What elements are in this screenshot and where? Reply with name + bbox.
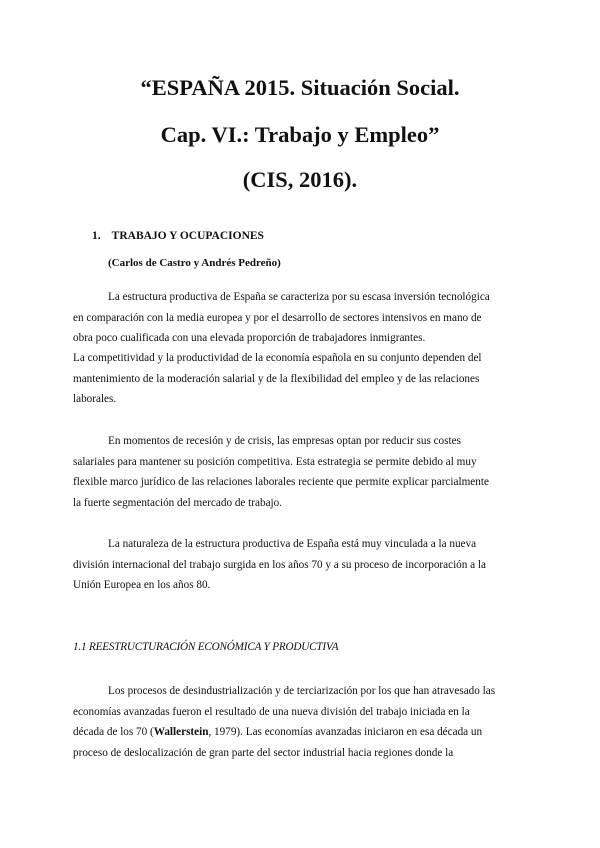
paragraph-line: proceso de deslocalización de gran parte del sector industrial hacia regiones donde la [73,746,454,759]
citation-author: Wallerstein [153,726,209,738]
paragraph-1 [73,287,527,349]
paragraph-3 [73,431,527,513]
section-heading [92,230,264,242]
title-line-2: Cap. VI.: Trabajo y Empleo” [160,122,440,147]
paragraph-line: salariales para mantener su posición competitiva. Esta estrategia se permite debido al muy [73,455,477,468]
paragraph-line: obra poco cualificada con una elevada proporción de trabajadores inmigrantes. [73,332,426,344]
paragraph-line: en comparación con la media europea y por el desarrollo de sectores intensivos en mano de [73,311,482,324]
paragraph-line [73,722,527,743]
paragraph-line: división internacional del trabajo surgida en los años 70 y a su proceso de incorporación a la [73,558,486,571]
paragraph-line: mantenimiento de la moderación salarial y de la flexibilidad del empleo y de las relaciones [73,372,480,385]
paragraph-line: La naturaleza de la estructura productiva de España está muy vinculada a la nueva [108,538,477,550]
paragraph-5 [73,681,527,763]
paragraph-line: Unión Europea en los años 80. [73,579,211,591]
section-number: 1. [92,230,101,242]
paragraph-line: laborales. [73,393,117,405]
paragraph-2 [73,348,527,410]
paragraph-line: En momentos de recesión y de crisis, las empresas optan por reducir sus costes [108,435,461,447]
text-run: década de los 70 ( [73,726,154,738]
section-heading-text: TRABAJO Y OCUPACIONES [111,230,264,242]
paragraph-line: flexible marco jurídico de las relaciones laborales reciente que permite explicar parcialmente [73,476,489,488]
paragraph-line: economías avanzadas fueron el resultado de una nueva división del trabajo iniciada en la [73,705,470,718]
paragraph-line: La estructura productiva de España se caracteriza por su escasa inversión tecnológica [108,291,490,303]
title-line-3: (CIS, 2016). [242,167,358,192]
section-authors: (Carlos de Castro y Andrés Pedreño) [108,257,281,269]
paragraph-line: Los procesos de desindustrialización y de terciarización por los que han atravesado las [108,685,496,697]
subsection-heading: 1.1 REESTRUCTURACIÓN ECONÓMICA Y PRODUCTIVA [73,641,339,653]
paragraph-line: la fuerte segmentación del mercado de trabajo. [73,496,283,509]
title-line-1: “ESPAÑA 2015. Situación Social. [140,75,460,100]
paragraph-4 [73,534,527,596]
text-run: , 1979). Las economías avanzadas iniciaron en esa década un [208,726,483,738]
paragraph-line: La competitividad y la productividad de la economía española en su conjunto dependen del [73,352,482,364]
